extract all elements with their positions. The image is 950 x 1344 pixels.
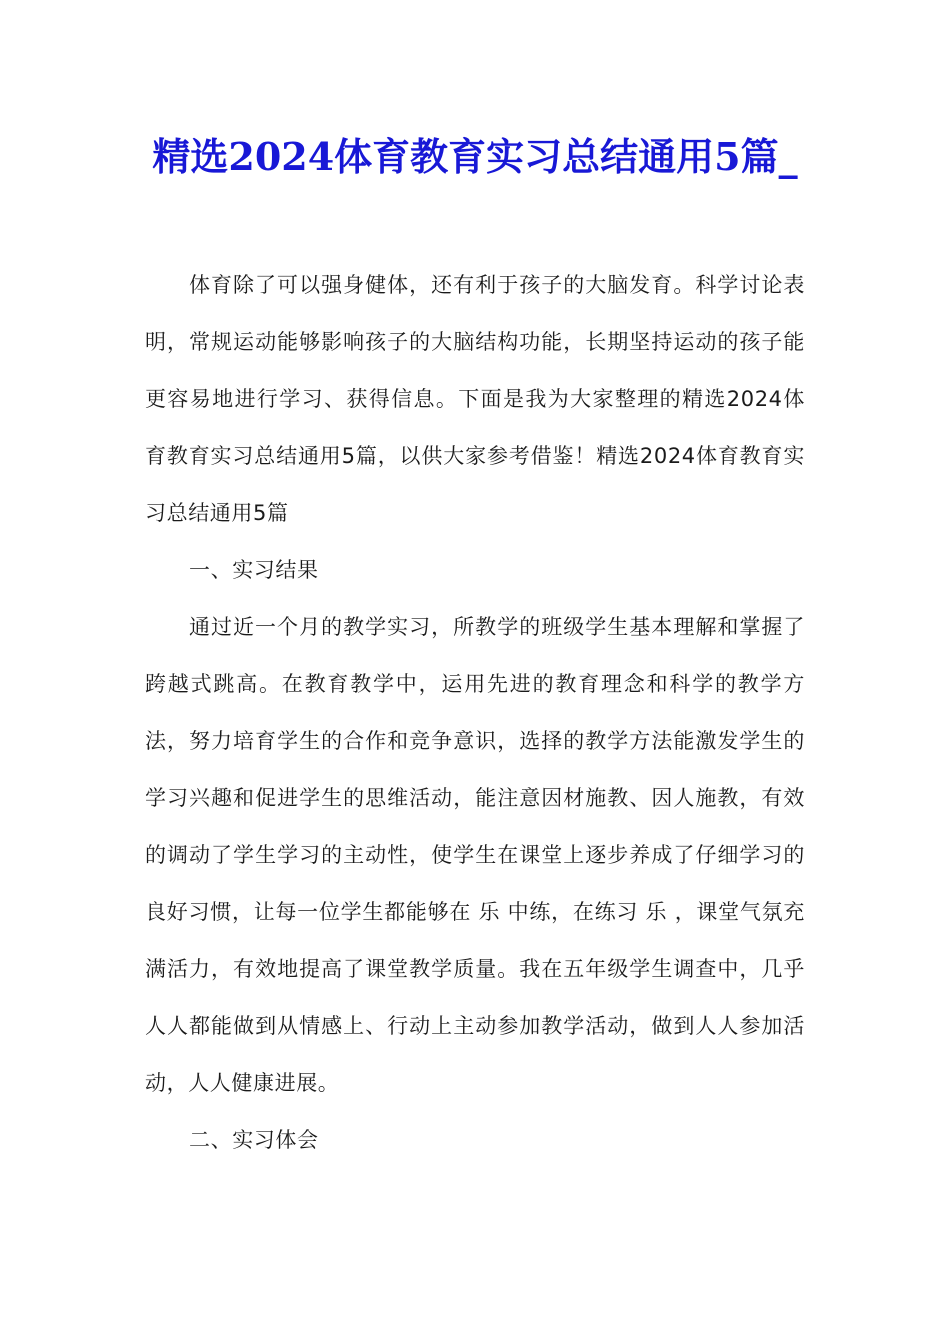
document-title: 精选2024体育教育实习总结通用5篇_ — [152, 134, 798, 179]
section-heading-experience: 二、实习体会 — [189, 1128, 319, 1152]
section-heading-results: 一、实习结果 — [189, 558, 319, 582]
results-paragraph: 通过近一个月的教学实习，所教学的班级学生基本理解和掌握了跨越式跳高。在教育教学中，运用先进的教育理念和科学的教学方法，努力培育学生的合作和竞争意识，选择的教学方法能激发学生的学习兴趣和促进学生的思维活动，能注意因材施教、因人施教，有效的调动了学生学习的主动性，使学生在课堂上逐步养成了仔细学习的良好习惯，让每一位学生都能够在 乐 中练，在练习 乐 ，课堂气氛充满活力，有效地提高了课堂教学质量。我在五年级学生调查中，几乎人人都能做到从情感上、行动上主动参加教学活动，做到人人参加活动，人人健康进展。 — [145, 615, 805, 1095]
document-body — [145, 257, 805, 1169]
intro-paragraph: 体育除了可以强身健体，还有利于孩子的大脑发育。科学讨论表明，常规运动能够影响孩子的大脑结构功能，长期坚持运动的孩子能更容易地进行学习、获得信息。下面是我为大家整理的精选2024体育教育实习总结通用5篇，以供大家参考借鉴！精选2024体育教育实习总结通用5篇 — [145, 273, 805, 525]
